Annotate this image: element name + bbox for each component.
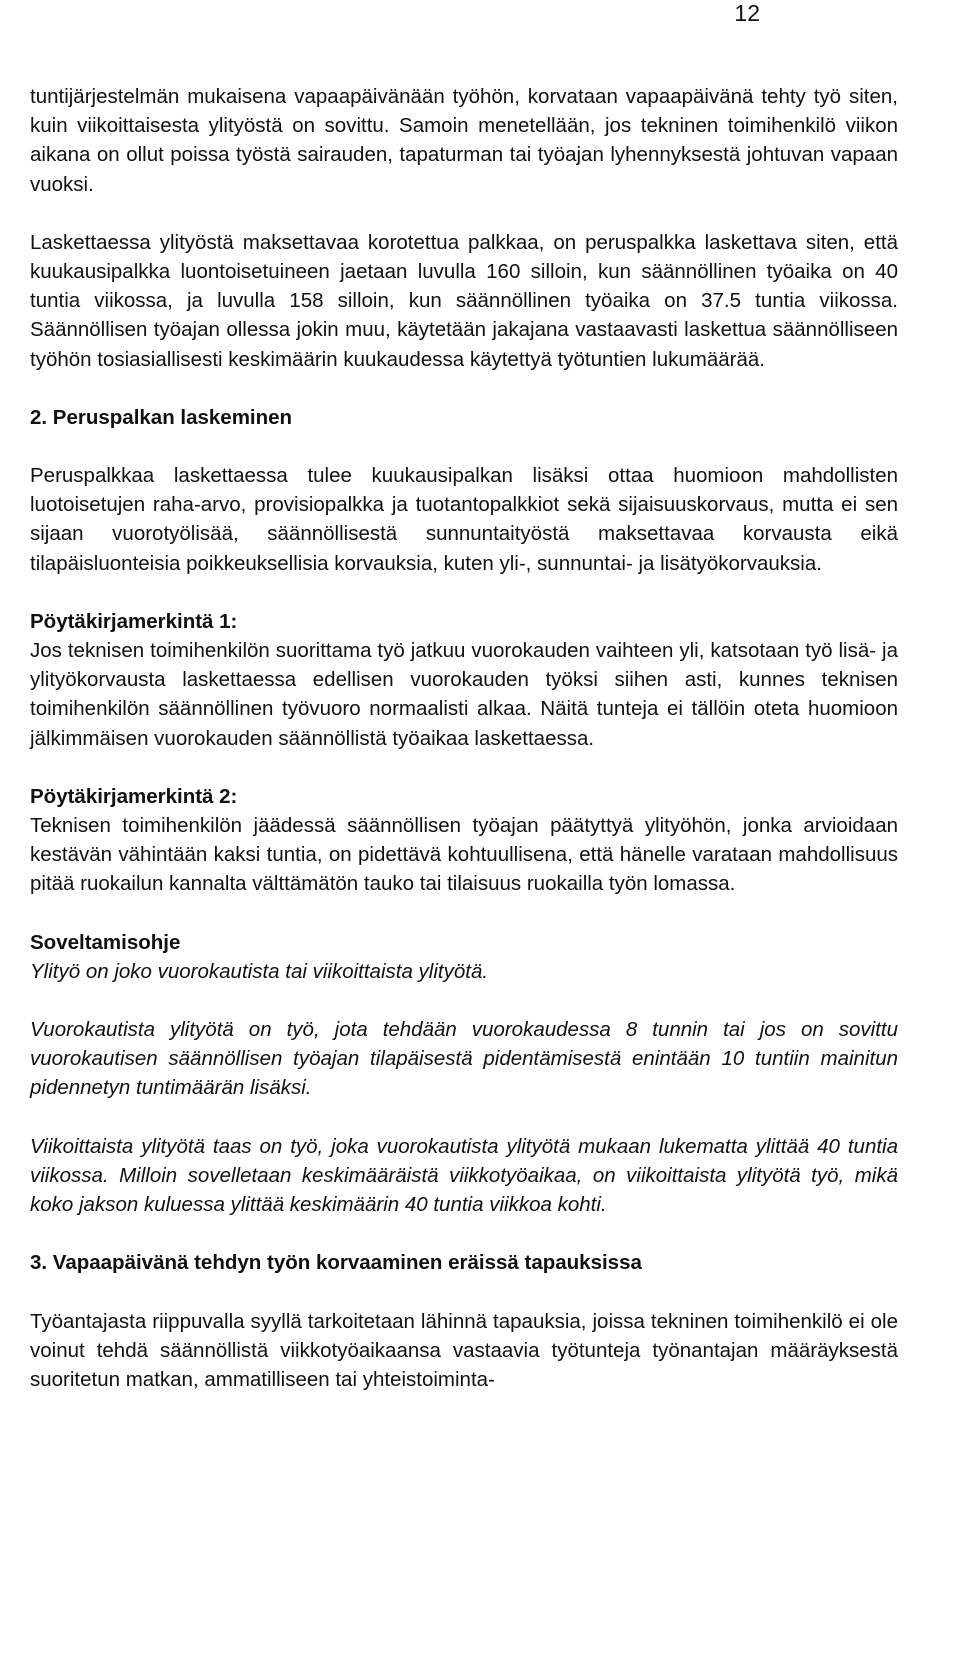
protocol-note-1-text: Jos teknisen toimihenkilön suorittama työ jatkuu vuorokauden vaihteen yli, katsotaan työ lisä- ja ylityökorvausta laskettaessa edellisen vuorokauden työksi siihen asti, kunnes teknisen toimihenkilön säännöllinen työvuoro normaalisti alkaa. Näitä tunteja ei tällöin oteta huomioon jälkimmäisen vuorokauden säännöllistä työaikaa laskettaessa. xyxy=(30,639,898,750)
protocol-note-1 xyxy=(30,607,898,753)
page-number: 12 xyxy=(734,0,760,26)
protocol-note-2-heading: Pöytäkirjamerkintä 2: xyxy=(30,784,238,808)
protocol-note-2-text: Teknisen toimihenkilön jäädessä säännöllisen työajan päätyttyä ylityöhön, jonka arvioidaan kestävän vähintään kaksi tuntia, on pidettävä kohtuullisena, että hänelle varataan mahdollisuus pitää ruokailun kannalta välttämätön tauko tai tilaisuus ruokailla työn lomassa. xyxy=(30,814,898,896)
paragraph-overtime-pay: Laskettaessa ylityöstä maksettavaa korotettua palkkaa, on peruspalkka laskettava siten, että kuukausipalkka luontoisetuineen jaetaan luvulla 160 silloin, kun säännöllinen työaika on 40 tuntia viikossa, ja luvulla 158 silloin, kun säännöllinen työaika on 37.5 tuntia viikossa. Säännöllisen työajan ollessa jokin muu, käytetään jakajana vastaavasti laskettua säännölliseen työhön tosiasiallisesti keskimäärin kuukaudessa käytettyä työtuntien lukumäärää. xyxy=(30,230,898,371)
protocol-note-2 xyxy=(30,782,898,899)
paragraph-weekly-overtime: Viikoittaista ylityötä taas on työ, joka vuorokautista ylityötä mukaan lukematta ylittää 40 tuntia viikossa. Milloin sovelletaan keskimääräistä viikkotyöaikaa, on viikoittaista ylityötä työ, mikä koko jakson kuluessa ylittää keskimäärin 40 tuntia viikkoa kohti. xyxy=(30,1134,898,1217)
application-guidance xyxy=(30,928,898,986)
paragraph-day-off-work: Työantajasta riippuvalla syyllä tarkoitetaan lähinnä tapauksia, joissa tekninen toimihenkilö ei ole voinut tehdä säännöllistä viikkotyöaikaansa vastaavia työtunteja työnantajan määräyksestä suoritetun matkan, ammatilliseen tai yhteistoiminta- xyxy=(30,1309,898,1391)
document-body xyxy=(30,82,898,1423)
section-heading-base-pay: 2. Peruspalkan laskeminen xyxy=(30,405,293,429)
application-guidance-heading: Soveltamisohje xyxy=(30,930,181,954)
section-heading-day-off-work: 3. Vapaapäivänä tehdyn työn korvaaminen eräissä tapauksissa xyxy=(30,1251,642,1275)
paragraph-continuation: tuntijärjestelmän mukaisena vapaapäivänään työhön, korvataan vapaapäivänä tehty työ siten, kuin viikoittaisesta ylityöstä on sovittu. Samoin menetellään, jos tekninen toimihenkilö viikon aikana on ollut poissa työstä sairauden, tapaturman tai työajan lyhennyksestä johtuvan vapaan vuoksi. xyxy=(30,85,898,196)
paragraph-base-pay: Peruspalkkaa laskettaessa tulee kuukausipalkan lisäksi ottaa huomioon mahdollisten luotoisetujen raha-arvo, provisiopalkka ja tuotantopalkkiot sekä sijaisuuskorvaus, mutta ei sen sijaan vuorotyölisää, säännöllisestä sunnuntaityöstä maksettavaa korvausta eikä tilapäisluonteisia poikkeuksellisia korvauksia, kuten yli-, sunnuntai- ja lisätyökorvauksia. xyxy=(30,464,898,575)
paragraph-daily-overtime: Vuorokautista ylityötä on työ, jota tehdään vuorokaudessa 8 tunnin tai jos on sovittu vuorokautisen säännöllisen työajan tilapäisestä pidentämisestä enintään 10 tuntiin mainitun pidennetyn tuntimäärän lisäksi. xyxy=(30,1018,898,1100)
protocol-note-1-heading: Pöytäkirjamerkintä 1: xyxy=(30,609,238,633)
application-guidance-intro: Ylityö on joko vuorokautista tai viikoittaista ylityötä. xyxy=(30,959,489,983)
